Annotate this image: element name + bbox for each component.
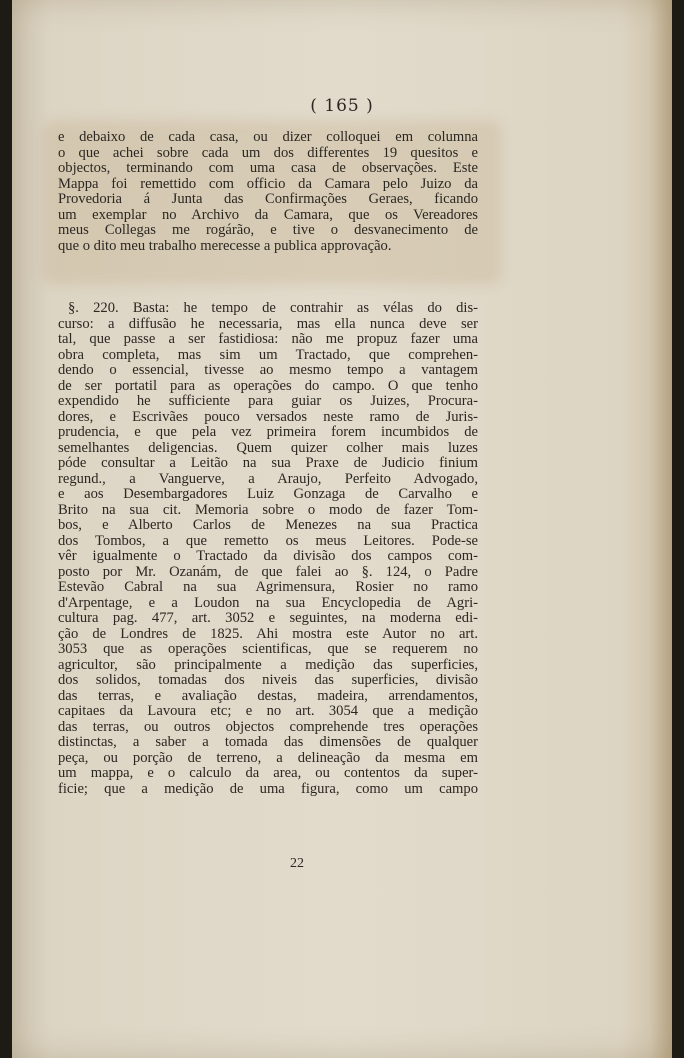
text-line: semelhantes deligencias. Quem quizer colher mais luzes bbox=[58, 439, 478, 456]
text-line: dos Tombos, a que remetto os meus Leitores. Pode-se bbox=[58, 532, 478, 549]
text-line: agricultor, são principalmente a medição das superficies, bbox=[58, 656, 478, 673]
text-line: Provedoria á Junta das Confirmações Geraes, ficando bbox=[58, 191, 478, 207]
text-line: um mappa, e o calculo da area, ou contentos da super- bbox=[58, 765, 478, 781]
text-line: posto por Mr. Ozanám, de que falei ao §. 124, o Padre bbox=[58, 563, 478, 580]
book-page bbox=[12, 0, 672, 1058]
text-line: 3053 que as operações scientificas, que se requerem no bbox=[58, 641, 478, 657]
text-line: dores, e Escrivães pouco versados neste ramo de Juris- bbox=[58, 408, 478, 425]
text-line: obra completa, mas sim um Tractado, que comprehen- bbox=[58, 346, 478, 363]
text-line: Brito na sua cit. Memoria sobre o modo de fazer Tom- bbox=[58, 501, 478, 518]
text-line: meus Collegas me rogárão, e tive o desvanecimento de bbox=[58, 222, 478, 238]
text-line: das terras, e avaliação destas, madeira, arrendamentos, bbox=[58, 687, 478, 704]
text-line: distinctas, a saber a tomada das dimensões de qualquer bbox=[58, 734, 478, 750]
text-line: curso: a diffusão he necessaria, mas ella nunca deve ser bbox=[58, 315, 478, 332]
text-line: dos solidos, tomadas dos niveis das superficies, divisão bbox=[58, 672, 478, 688]
text-line: um exemplar no Archivo da Camara, que os Vereadores bbox=[58, 206, 478, 223]
text-line: capitaes da Lavoura etc; e no art. 3054 que a medição bbox=[58, 703, 478, 719]
text-line: das terras, ou outros objectos comprehende tres operações bbox=[58, 718, 478, 735]
page-edge-shadow bbox=[650, 0, 672, 1058]
text-line: tal, que passe a ser fastidiosa: não me propuz fazer uma bbox=[58, 331, 478, 347]
paragraph-2 bbox=[58, 301, 478, 797]
text-line: regund., a Vanguerve, a Araujo, Perfeito Advogado, bbox=[58, 470, 478, 487]
text-line: e aos Desembargadores Luiz Gonzaga de Carvalho e bbox=[58, 486, 478, 502]
text-line: de ser portatil para as operações do campo. O que tenho bbox=[58, 377, 478, 394]
text-line: ção de Londres de 1825. Ahi mostra este Autor no art. bbox=[58, 625, 478, 642]
text-line: dendo o essencial, tivesse ao mesmo tempo a vantagem bbox=[58, 362, 478, 378]
text-line: vêr igualmente o Tractado da divisão dos campos com- bbox=[58, 548, 478, 564]
text-line: Mappa foi remettido com officio da Camara pelo Juizo da bbox=[58, 175, 478, 192]
text-line: prudencia, e que pela vez primeira forem incumbidos de bbox=[58, 424, 478, 440]
text-line: ficie; que a medição de uma figura, como um campo bbox=[58, 780, 478, 797]
text-line: o que achei sobre cada um dos differentes 19 quesitos e bbox=[58, 144, 478, 161]
text-line: bos, e Alberto Carlos de Menezes na sua Practica bbox=[58, 517, 478, 533]
text-line: Estevão Cabral na sua Agrimensura, Rosier no ramo bbox=[58, 579, 478, 595]
text-line: §. 220. Basta: he tempo de contrahir as vélas do dis- bbox=[68, 300, 478, 316]
text-line: peça, ou porção de terreno, a delineação da mesma em bbox=[58, 749, 478, 766]
text-line: e debaixo de cada casa, ou dizer colloquei em columna bbox=[58, 129, 478, 145]
text-line: d'Arpentage, e a Loudon na sua Encyclopedia de Agri- bbox=[58, 594, 478, 611]
catchword: 22 bbox=[290, 856, 304, 871]
text-line: que o dito meu trabalho merecesse a publica approvação. bbox=[58, 237, 392, 254]
text-line: objectos, terminando com uma casa de observações. Este bbox=[58, 160, 478, 176]
text-line: póde consultar a Leitão na sua Praxe de Judicio finium bbox=[58, 455, 478, 471]
text-line: expendido he sufficiente para guiar os Juizes, Procura- bbox=[58, 393, 478, 409]
paragraph-1 bbox=[58, 130, 478, 254]
text-line: cultura pag. 477, art. 3052 e seguintes, na moderna edi- bbox=[58, 610, 478, 626]
page-number: ( 165 ) bbox=[310, 96, 374, 116]
